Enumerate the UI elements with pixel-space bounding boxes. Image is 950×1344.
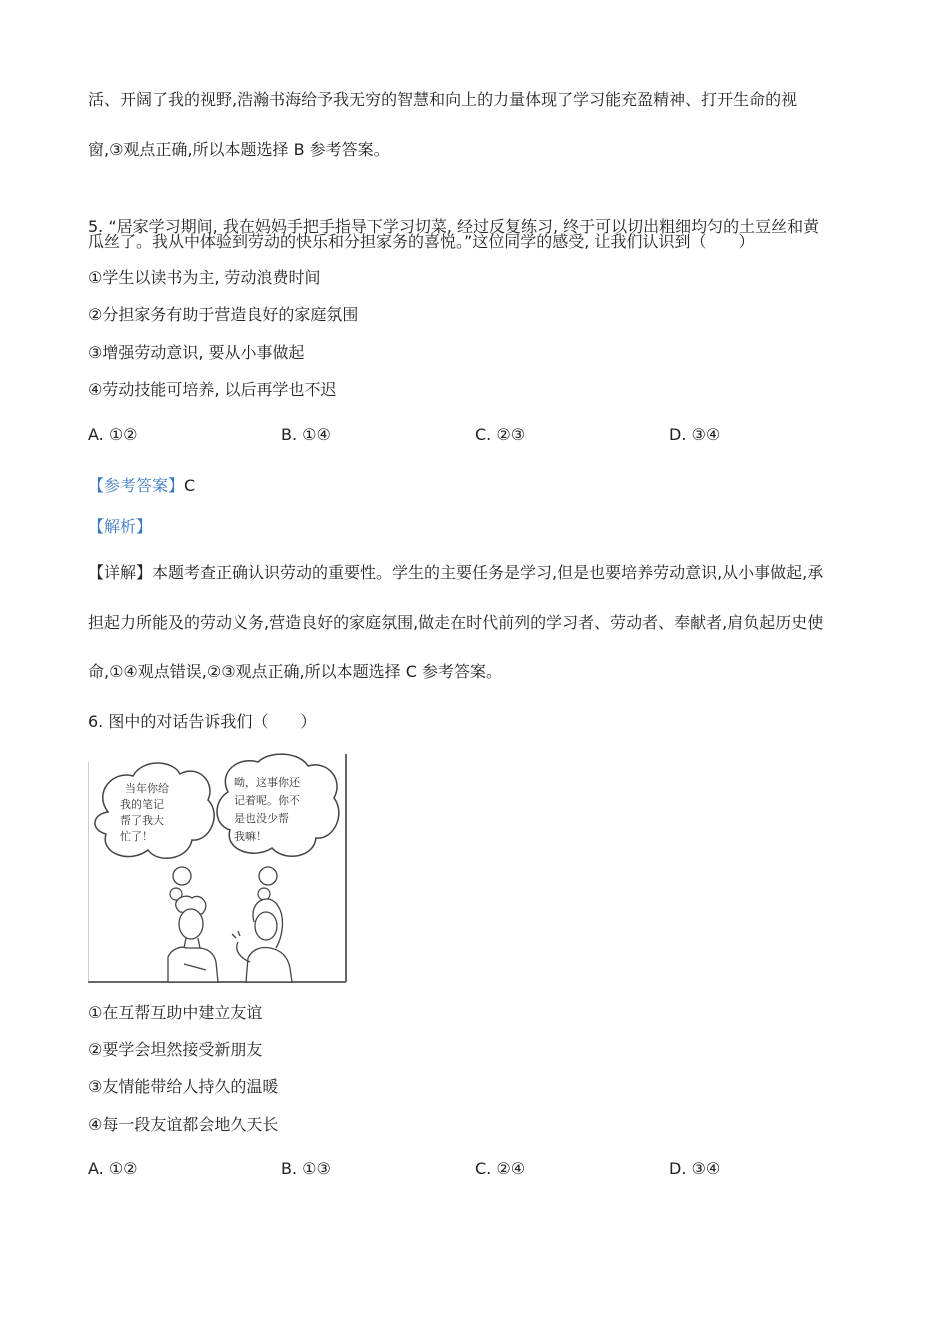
right-bubble-line-1: 呦，这事你还 — [234, 776, 300, 789]
q5-option-d: D. ③④ — [669, 425, 721, 444]
answer-value: C — [184, 476, 196, 495]
q6-item-1: ①在互帮互助中建立友谊 — [88, 1003, 263, 1022]
analysis-label: 【解析】 — [88, 517, 153, 536]
q5-item-2: ②分担家务有助于营造良好的家庭氛围 — [88, 305, 359, 324]
right-bubble-line-4: 我嘛！ — [234, 830, 267, 843]
left-person-figure — [168, 896, 218, 982]
q6-option-d: D. ③④ — [669, 1159, 721, 1178]
q5-item-1: ①学生以读书为主, 劳动浪费时间 — [88, 268, 321, 287]
q6-item-2: ②要学会坦然接受新朋友 — [88, 1040, 263, 1059]
left-bubble-line-2: 我的笔记 — [120, 798, 164, 811]
answer-label: 【参考答案】 — [88, 476, 185, 495]
cartoon-dialogue-image — [88, 752, 350, 984]
q6-option-c: C. ②④ — [475, 1159, 526, 1178]
q6-option-a: A. ①② — [88, 1159, 138, 1178]
left-bubble-line-4: 忙了！ — [120, 830, 153, 843]
q5-answer — [88, 476, 195, 496]
q6-item-4: ④每一段友谊都会地久天长 — [88, 1115, 279, 1134]
q6-item-3: ③友情能带给人持久的温暖 — [88, 1077, 279, 1096]
q5-option-a: A. ①② — [88, 425, 138, 444]
left-bubble-line-3: 帮了我大 — [120, 814, 164, 827]
q5-item-4: ④劳动技能可培养, 以后再学也不迟 — [88, 380, 337, 399]
right-bubble-line-3: 是也没少帮 — [234, 812, 289, 825]
q5-stem-line-2: 瓜丝了。我从中体验到劳动的快乐和分担家务的喜悦。”这位同学的感受, 让我们认识到（ ） — [88, 232, 755, 251]
q5-detail-line-3: 命,①④观点错误,②③观点正确,所以本题选择 C 参考答案。 — [88, 662, 502, 681]
prev-analysis-line-1: 活、开阔了我的视野,浩瀚书海给予我无穷的智慧和向上的力量体现了学习能充盈精神、打开生命的视 — [88, 90, 798, 109]
q6-stem: 6. 图中的对话告诉我们（ ） — [88, 712, 317, 731]
q5-option-b: B. ①④ — [281, 425, 331, 444]
prev-analysis-line-2: 窗,③观点正确,所以本题选择 B 参考答案。 — [88, 140, 390, 159]
left-bubble-line-1: 当年你给 — [125, 782, 169, 795]
q5-option-c: C. ②③ — [475, 425, 526, 444]
right-person-figure — [232, 899, 292, 982]
right-bubble-line-2: 记着呢。你不 — [234, 794, 300, 807]
q5-stem-line-1: 5. “居家学习期间, 我在妈妈手把手指导下学习切菜, 经过反复练习, 终于可以切出粗细均匀的土豆丝和黄 — [88, 217, 820, 236]
q5-item-3: ③增强劳动意识, 要从小事做起 — [88, 343, 305, 362]
q6-option-b: B. ①③ — [281, 1159, 331, 1178]
q5-detail-line-2: 担起力所能及的劳动义务,营造良好的家庭氛围,做走在时代前列的学习者、劳动者、奉献者,肩负起历史使 — [88, 613, 824, 632]
q5-detail-line-1: 【详解】本题考查正确认识劳动的重要性。学生的主要任务是学习,但是也要培养劳动意识,从小事做起,承 — [88, 563, 824, 582]
